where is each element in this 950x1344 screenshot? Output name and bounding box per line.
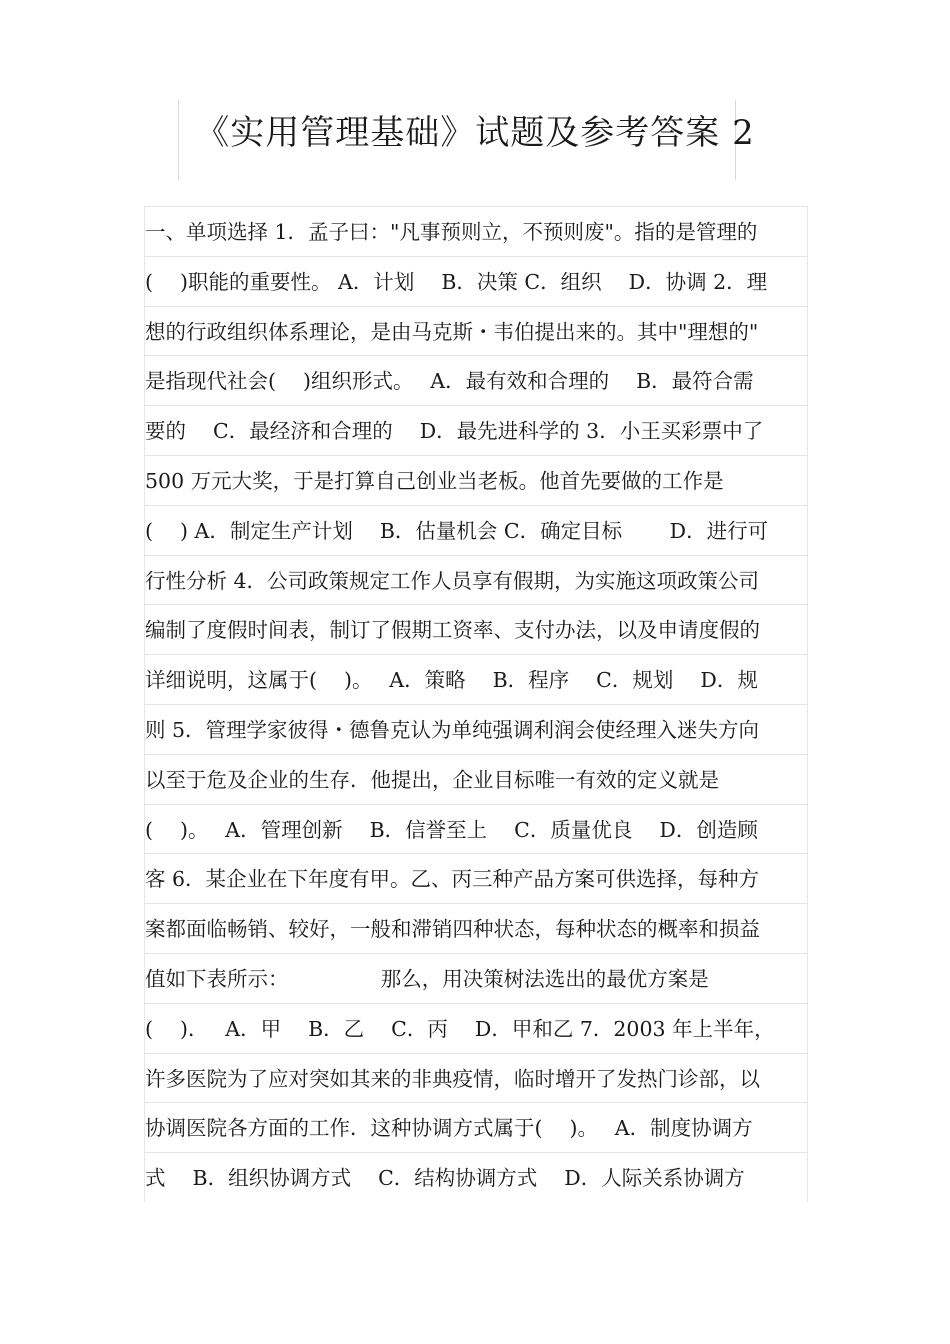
document-line: 要的 C．最经济和合理的 D．最先进科学的 3．小王买彩票中了 [144, 405, 808, 455]
document-title: 《实用管理基础》试题及参考答案 2 [195, 113, 755, 153]
document-line: 式 B．组织协调方式 C．结构协调方式 D．人际关系协调方 [144, 1152, 808, 1202]
document-line: 详细说明，这属于( )。 A．策略 B．程序 C．规划 D．规 [144, 654, 808, 704]
document-line: 以至于危及企业的生存．他提出，企业目标唯一有效的定义就是 [144, 754, 808, 804]
document-line: 案都面临畅销、较好，一般和滞销四种状态，每种状态的概率和损益 [144, 903, 808, 953]
document-line: ( )。 A．管理创新 B．信誉至上 C．质量优良 D．创造顾 [144, 804, 808, 854]
document-line: 则 5．管理学家彼得・德鲁克认为单纯强调利润会使经理入迷失方向 [144, 704, 808, 754]
document-line: 500 万元大奖，于是打算自己创业当老板。他首先要做的工作是 [144, 455, 808, 505]
document-line: ( )． A．甲 B．乙 C．丙 D．甲和乙 7．2003 年上半年， [144, 1003, 808, 1053]
document-line: ( )职能的重要性。 A．计划 B．决策 C．组织 D．协调 2．理 [144, 256, 808, 306]
document-line: 客 6．某企业在下年度有甲。乙、丙三种产品方案可供选择，每种方 [144, 853, 808, 903]
document-line: 值如下表所示： 那么，用决策树法选出的最优方案是 [144, 953, 808, 1003]
document-line: 行性分析 4．公司政策规定工作人员享有假期，为实施这项政策公司 [144, 555, 808, 605]
document-line: 编制了度假时间表，制订了假期工资率、支付办法，以及申请度假的 [144, 604, 808, 654]
document-line: 想的行政组织体系理论，是由马克斯・韦伯提出来的。其中"理想的" [144, 306, 808, 356]
document-line: ( ) A．制定生产计划 B．估量机会 C．确定目标 D．进行可 [144, 505, 808, 555]
document-line: 许多医院为了应对突如其来的非典疫情，临时增开了发热门诊部，以 [144, 1053, 808, 1103]
document-line: 协调医院各方面的工作．这种协调方式属于( )。 A．制度协调方 [144, 1102, 808, 1152]
document-line: 是指现代社会( )组织形式。 A．最有效和合理的 B．最符合需 [144, 355, 808, 405]
document-line: 一、单项选择 1．孟子曰："凡事预则立，不预则废"。指的是管理的 [144, 206, 808, 256]
